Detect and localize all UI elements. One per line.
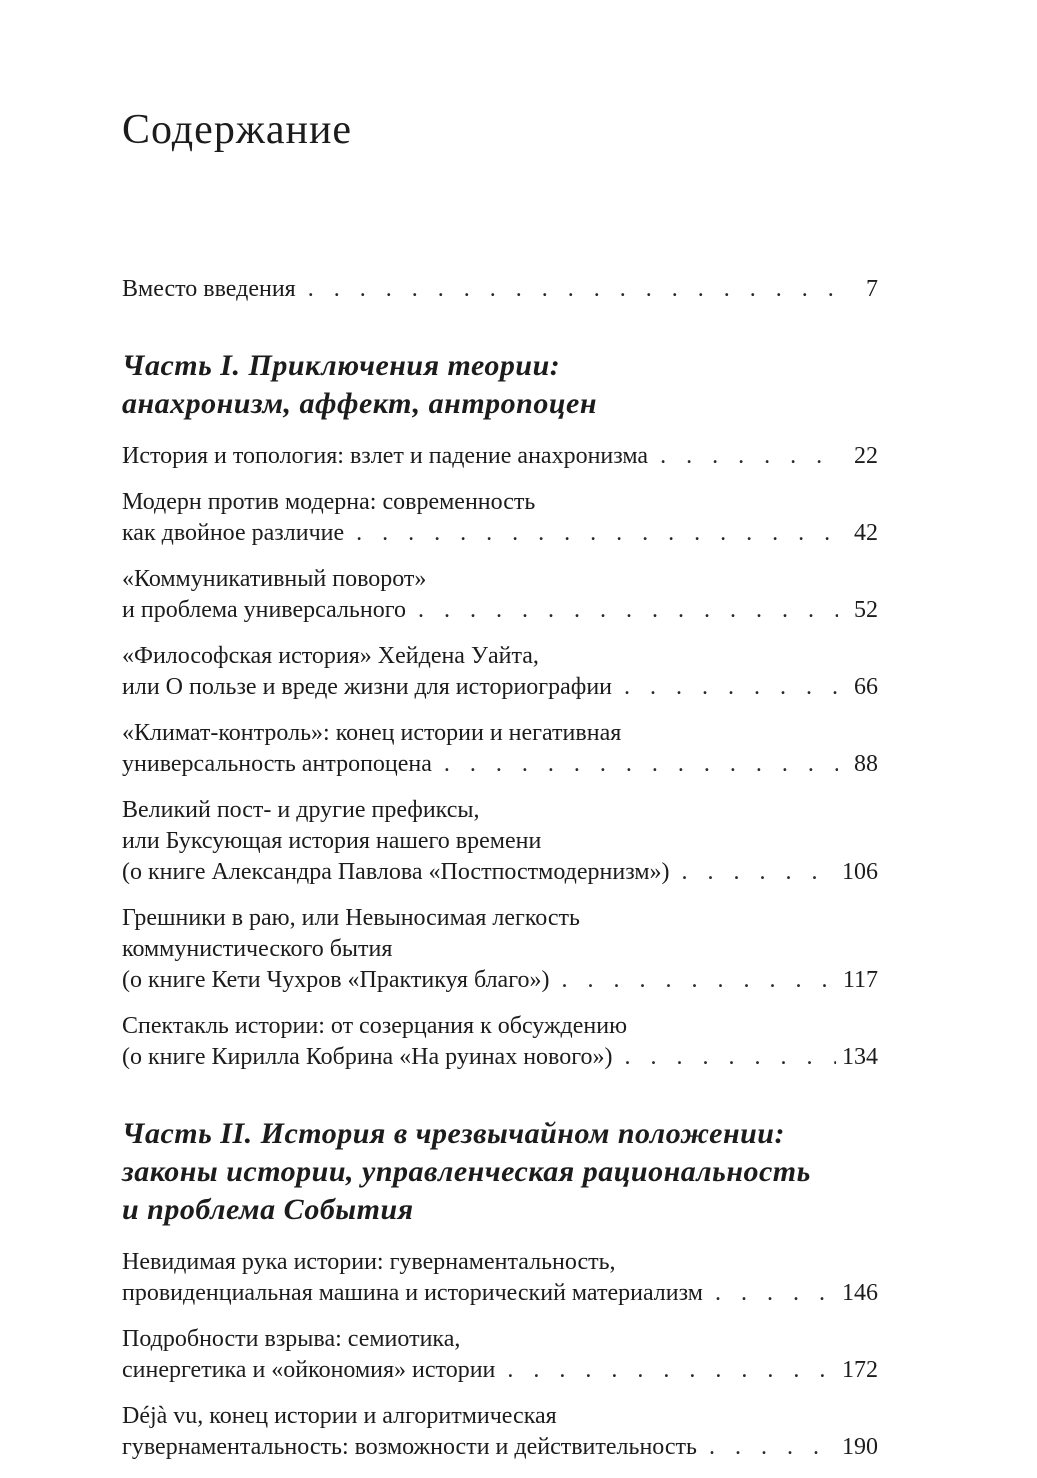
toc-entry-line: Подробности взрыва: семиотика, [122,1326,461,1352]
toc-entry [122,274,878,305]
toc-entry [122,718,878,780]
dot-leader [356,518,838,549]
toc-entry-line: Спектакль истории: от созерцания к обсуждению [122,1013,628,1039]
toc-entry [122,1324,878,1386]
dot-leader [624,672,838,703]
toc-entry-text: синергетика и «ойкономия» истории [122,1357,496,1383]
toc-entry-lastline [122,274,878,305]
toc-entry-lastline [122,1278,878,1309]
toc-entry-line: коммунистического бытия [122,936,393,962]
dot-leader [507,1355,836,1386]
toc-entry-lastline [122,441,878,472]
page-title: Содержание [122,107,353,153]
dot-leader [308,274,838,305]
toc-entry-lastline [122,1432,878,1463]
toc-entry [122,1247,878,1309]
toc-entry-line: Модерн против модерна: современность [122,489,536,515]
page-number: 88 [854,751,878,777]
page-number: 146 [842,1280,878,1306]
toc-entry-lastline [122,965,878,996]
toc-entry [122,1011,878,1073]
toc-entry [122,441,878,472]
page-number: 172 [842,1357,878,1383]
toc-entry-lastline [122,595,878,626]
toc-entry-line: «Философская история» Хейдена Уайта, [122,643,539,669]
toc-entry-text: провиденциальная машина и исторический материализм [122,1280,703,1306]
toc-section [122,347,878,1073]
dot-leader [660,441,838,472]
toc-entry-text: (о книге Кети Чухров «Практикуя благо») [122,967,550,993]
toc-entry [122,487,878,549]
part-heading-line: и проблема События [122,1193,414,1226]
toc-entry-line: Déjà vu, конец истории и алгоритмическая [122,1403,557,1429]
toc-entry [122,641,878,703]
page-number: 7 [866,276,878,302]
page-number: 66 [854,674,878,700]
toc-entry-lastline [122,1355,878,1386]
toc-entry-line: Грешники в раю, или Невыносимая легкость [122,905,580,931]
page-number: 52 [854,597,878,623]
dot-leader [682,857,836,888]
part-heading-line: анахронизм, аффект, антропоцен [122,387,597,420]
toc-list [122,274,878,1463]
toc-entry-lastline [122,672,878,703]
toc-entry-text: История и топология: взлет и падение анахронизма [122,443,649,469]
toc-entry-line: «Коммуникативный поворот» [122,566,427,592]
dot-leader [444,749,838,780]
dot-leader [418,595,838,626]
toc-entry [122,903,878,996]
toc-page [122,104,878,1463]
toc-entry-text: универсальность антропоцена [122,751,432,777]
toc-entry-text: Вместо введения [122,276,296,302]
toc-entry-line: Великий пост- и другие префиксы, [122,797,480,823]
toc-section [122,274,878,305]
toc-entry-text: (о книге Кирилла Кобрина «На руинах нового») [122,1044,613,1070]
toc-entry-text: гувернаментальность: возможности и действительность [122,1434,697,1460]
toc-entry-line: «Климат-контроль»: конец истории и негативная [122,720,622,746]
page-number: 117 [842,967,878,993]
part-heading-line: Часть II. История в чрезвычайном положении: [122,1117,785,1150]
part-heading [122,347,878,423]
page-number: 134 [842,1044,878,1070]
toc-entry-lastline [122,1042,878,1073]
toc-entry-text: (о книге Александра Павлова «Постпостмодернизм») [122,859,670,885]
toc-entry-text: или О пользе и вреде жизни для историографии [122,674,613,700]
dot-leader [561,965,836,996]
part-heading [122,1115,878,1229]
toc-entry-line: Невидимая рука истории: гувернаментальность, [122,1249,616,1275]
part-heading-line: Часть I. Приключения теории: [122,349,561,382]
toc-entry [122,795,878,888]
toc-entry-lastline [122,749,878,780]
toc-section [122,1115,878,1463]
dot-leader [715,1278,836,1309]
toc-entry-line: или Буксующая история нашего времени [122,828,542,854]
page-number: 190 [842,1434,878,1460]
page-number: 22 [854,443,878,469]
toc-entry [122,1401,878,1463]
toc-entry-lastline [122,857,878,888]
dot-leader [709,1432,836,1463]
part-heading-line: законы истории, управленческая рациональность [122,1155,811,1188]
page-number: 42 [854,520,878,546]
toc-entry-text: как двойное различие [122,520,345,546]
toc-entry-text: и проблема универсального [122,597,406,623]
toc-entry [122,564,878,626]
toc-entry-lastline [122,518,878,549]
dot-leader [624,1042,836,1073]
page-number: 106 [842,859,878,885]
